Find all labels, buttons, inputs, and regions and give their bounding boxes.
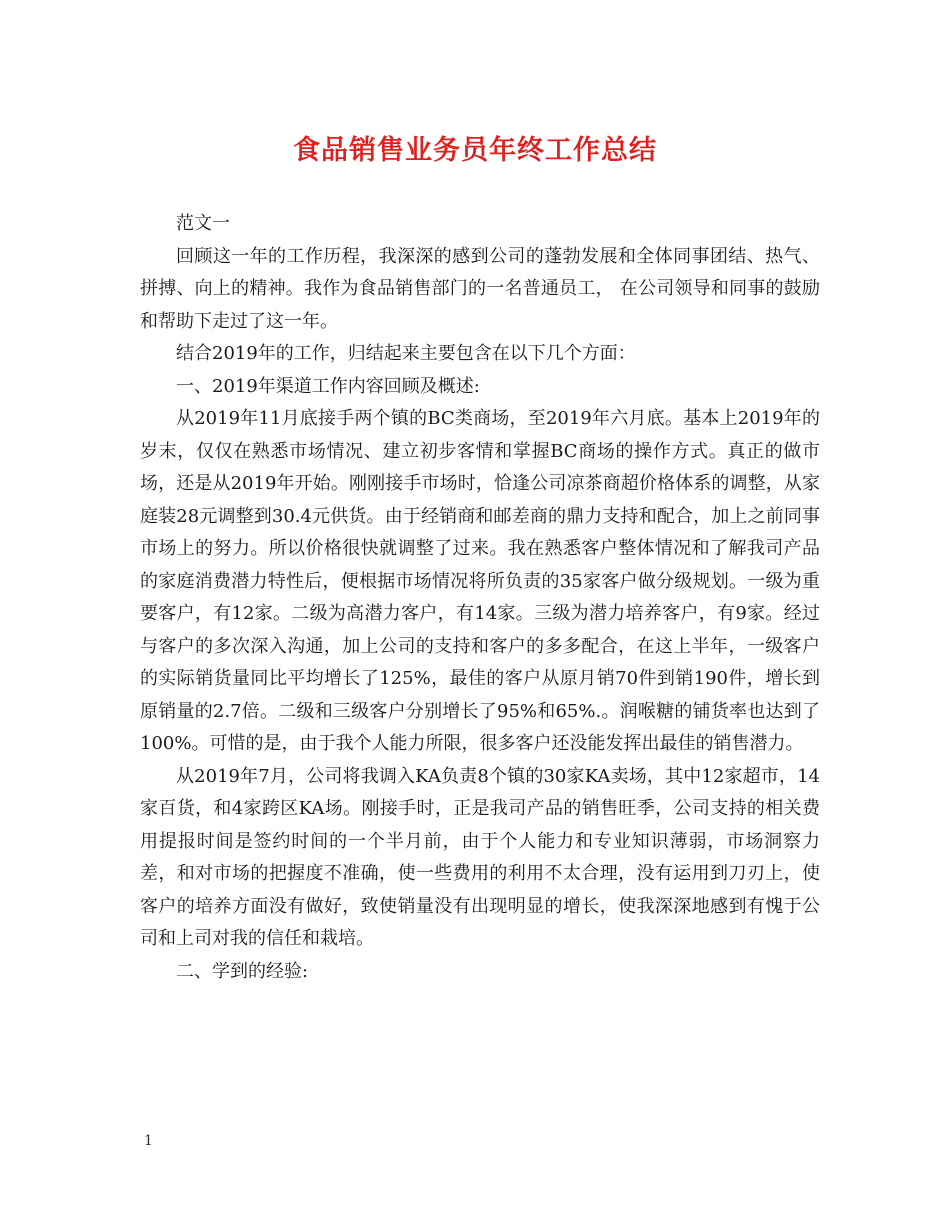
document-body bbox=[140, 208, 820, 988]
paragraph-ka-channel: 从2019年7月，公司将我调入KA负责8个镇的30家KA卖场，其中12家超市，14家百货，和4家跨区KA场。刚接手时，正是我司产品的销售旺季，公司支持的相关费用提报时间是签约时间的一个半月前，由于个人能力和专业知识薄弱，市场洞察力差，和对市场的把握度不准确，使一些费用的利用不太合理，没有运用到刀刃上，使客户的培养方面没有做好，致使销量没有出现明显的增长，使我深深地感到有愧于公司和上司对我的信任和栽培。 bbox=[140, 765, 820, 949]
section-heading-1: 一、2019年渠道工作内容回顾及概述: bbox=[176, 375, 480, 397]
paragraph-bc-channel: 从2019年11月底接手两个镇的BC类商场，至2019年六月底。基本上2019年的岁末，仅仅在熟悉市场情况、建立初步客情和掌握BC商场的操作方式。真正的做市场，还是从2019年开始。刚刚接手市场时，恰逢公司凉茶商超价格体系的调整，从家庭装28元调整到30.4元供货。由于经销商和邮差商的鼎力支持和配合，加上之前同事市场上的努力。所以价格很快就调整了过来。我在熟悉客户整体情况和了解我司产品的家庭消费潜力特性后，便根据市场情况将所负责的35家客户做分级规划。一级为重要客户，有12家。二级为高潜力客户，有14家。三级为潜力培养客户，有9家。经过与客户的多次深入沟通，加上公司的支持和客户的多多配合，在这上半年，一级客户的实际销货量同比平均增长了125%，最佳的客户从原月销70件到销190件，增长到原销量的2.7倍。二级和三级客户分别增长了95%和65%.。润喉糖的铺货率也达到了100%。可惜的是，由于我个人能力所限，很多客户还没能发挥出最佳的销售潜力。 bbox=[140, 408, 820, 754]
paragraph-summary-lead: 结合2019年的工作，归结起来主要包含在以下几个方面： bbox=[176, 343, 636, 364]
paragraph-intro: 回顾这一年的工作历程，我深深的感到公司的蓬勃发展和全体同事团结、热气、拼搏、向上的精神。我作为食品销售部门的一名普通员工， 在公司领导和同事的鼓励和帮助下走过了这一年。 bbox=[140, 245, 820, 332]
section-heading-2: 二、学到的经验: bbox=[176, 960, 309, 982]
document-title: 食品销售业务员年终工作总结 bbox=[293, 135, 657, 166]
paragraph-sample-label: 范文一 bbox=[176, 213, 230, 234]
page-number: 1 bbox=[144, 1133, 153, 1149]
